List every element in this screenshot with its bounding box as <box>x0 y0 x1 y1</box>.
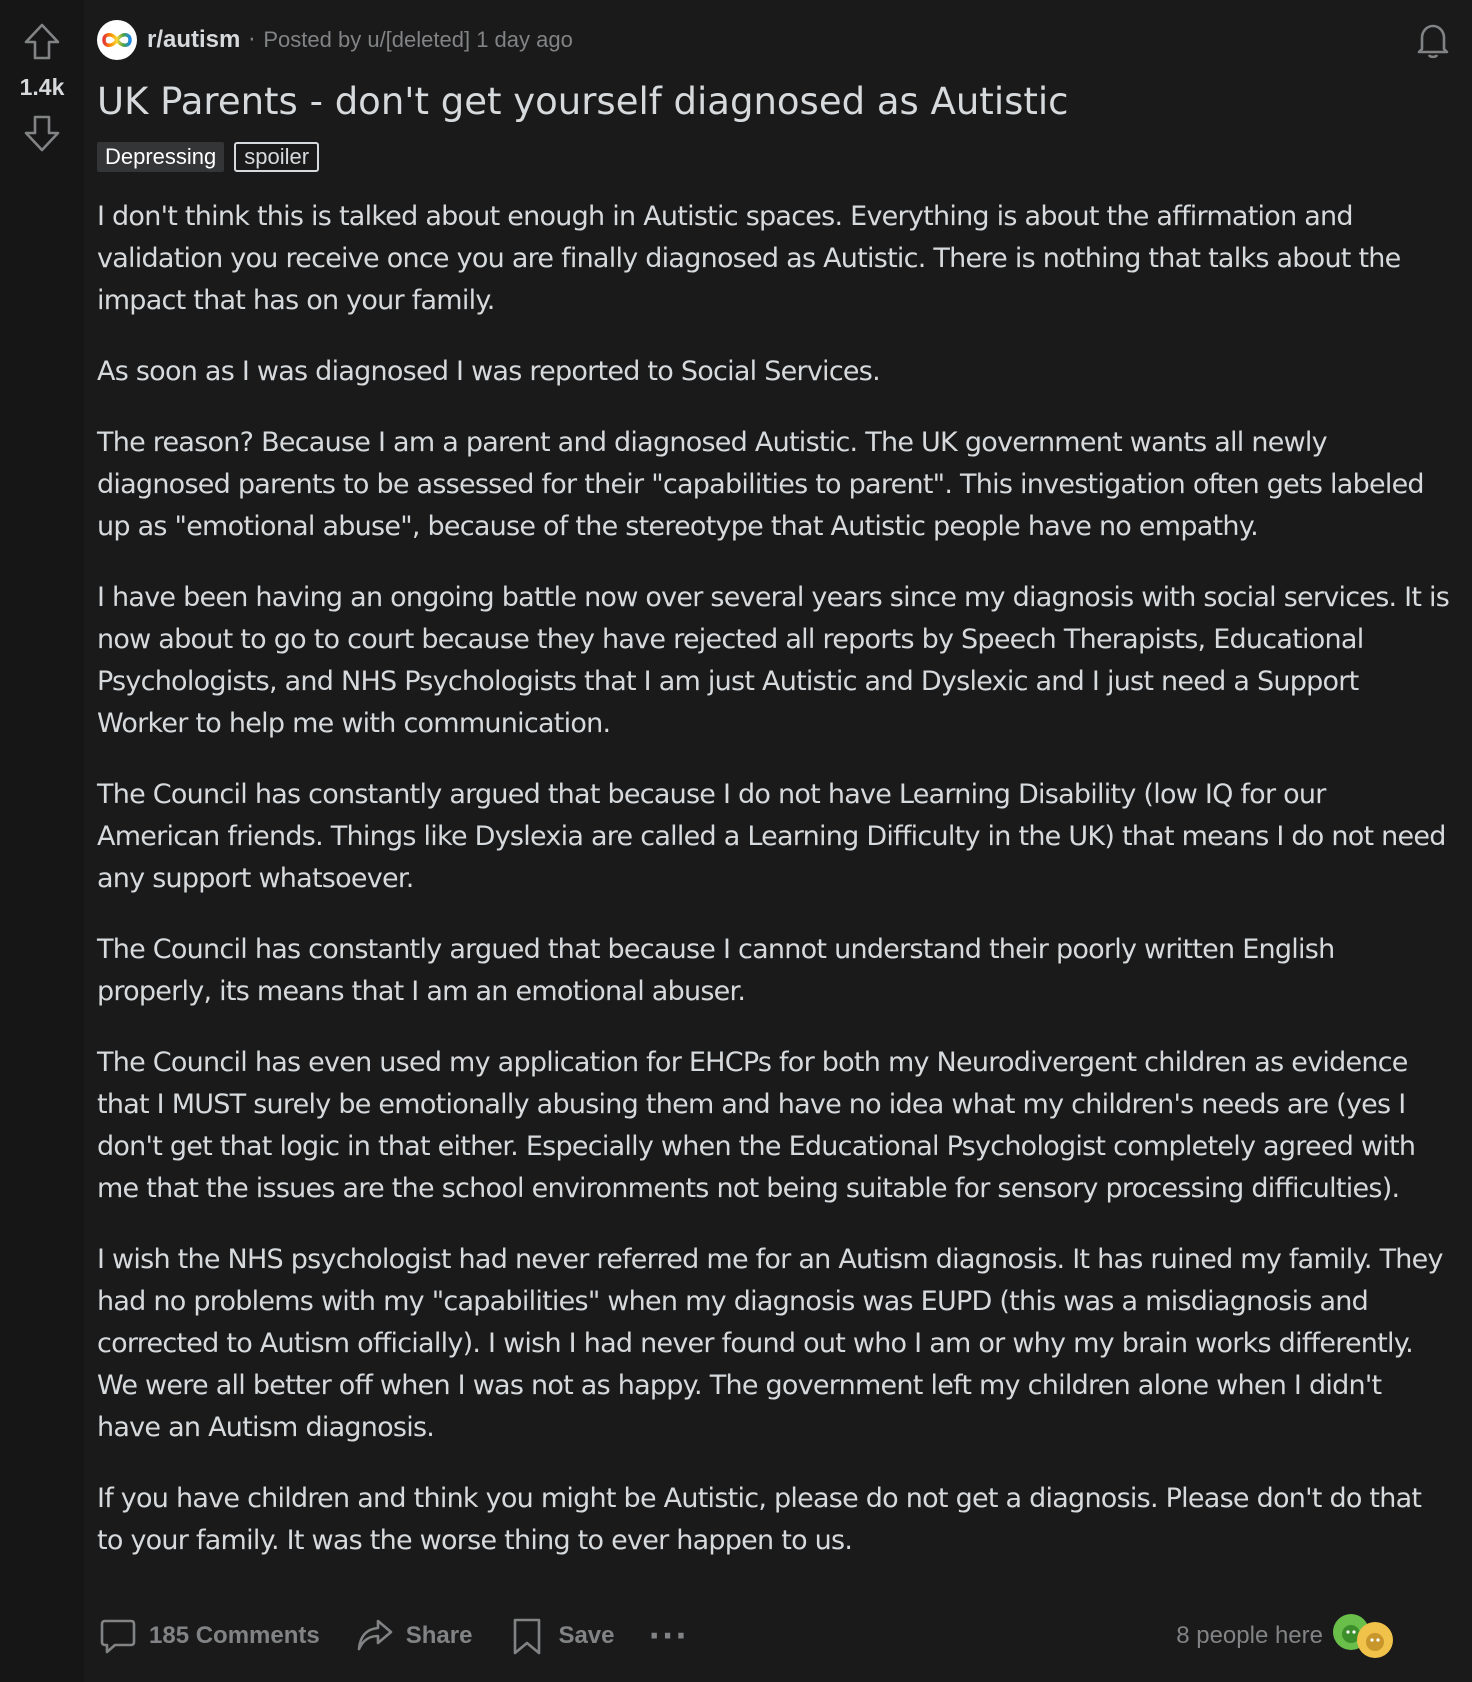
save-button[interactable] <box>506 1615 614 1657</box>
vote-count: 1.4k <box>19 74 65 100</box>
post-title[interactable]: UK Parents - don't get yourself diagnosed as Autistic <box>97 80 1069 123</box>
upvote-button[interactable] <box>20 20 64 64</box>
people-here-text: 8 people here <box>1176 1622 1323 1649</box>
body-paragraph: If you have children and think you might be Autistic, please do not get a diagnosis. Please don't do that to your family. It was the worse thing to ever happen to us. <box>97 1483 1422 1556</box>
subreddit-link[interactable]: r/autism <box>147 26 241 53</box>
body-paragraph: The Council has constantly argued that because I do not have Learning Disability (low IQ for our American friends. Things like Dyslexia are called a Learning Difficulty in the UK) that means I do not need any support whatsoever. <box>97 779 1446 894</box>
flair-row <box>97 142 1447 172</box>
share-label: Share <box>405 1622 473 1649</box>
comments-button[interactable] <box>97 1615 320 1657</box>
body-paragraph: The Council has even used my application for EHCPs for both my Neurodivergent children as evidence that I MUST surely be emotionally abusing them and have no idea what my children's needs are (yes I don't get that logic in that either. Especially when the Educational Psychologist completely agreed with me that the issues are the school environments not being suitable for sensory processing difficulties). <box>97 1047 1416 1204</box>
flair-depressing[interactable]: Depressing <box>97 142 224 172</box>
snoo-avatar-icon <box>1357 1622 1393 1658</box>
share-button[interactable] <box>354 1615 473 1657</box>
notification-bell-button[interactable] <box>1413 20 1453 64</box>
comment-icon <box>97 1615 139 1657</box>
more-options-button[interactable]: ··· <box>648 1618 689 1654</box>
avatar <box>1357 1622 1393 1658</box>
share-icon <box>354 1615 396 1657</box>
post-content <box>97 20 1450 1591</box>
avatar-stack <box>1333 1614 1397 1658</box>
flair-spoiler: spoiler <box>234 142 319 172</box>
body-paragraph: I have been having an ongoing battle now over several years since my diagnosis with social services. It is now about to go to court because they have rejected all reports by Speech Therapists, Educational Psychologists, and NHS Psychologists that I am just Autistic and Dyslexic and I just need a Support Worker to help me with communication. <box>97 582 1450 739</box>
posted-by[interactable]: Posted by u/[deleted] 1 day ago <box>263 27 573 52</box>
meta-separator: · <box>248 27 256 53</box>
body-paragraph: The reason? Because I am a parent and diagnosed Autistic. The UK government wants all newly diagnosed parents to be assessed for their "capabilities to parent". This investigation often gets labeled up as "emotional abuse", because of the stereotype that Autistic people have no empathy. <box>97 427 1424 542</box>
body-paragraph: As soon as I was diagnosed I was reported to Social Services. <box>97 356 880 387</box>
body-paragraph: I don't think this is talked about enough in Autistic spaces. Everything is about the affirmation and validation you receive once you are finally diagnosed as Autistic. There is nothing that talks about the impact that has on your family. <box>97 201 1401 316</box>
bell-icon <box>1413 20 1453 60</box>
bookmark-icon <box>506 1615 548 1657</box>
arrow-up-icon <box>22 22 62 62</box>
body-paragraph: I wish the NHS psychologist had never referred me for an Autism diagnosis. It has ruined my family. They had no problems with my "capabilities" when my diagnosis was EUPD (this was a misdiagnosis and corrected to Autism officially). I wish I had never found out who I am or why my brain works differently. We were all better off when I was not as happy. The government left my children alone when I didn't have an Autism diagnosis. <box>97 1244 1443 1443</box>
arrow-down-icon <box>22 113 62 153</box>
action-bar <box>97 1610 1397 1662</box>
presence-indicator <box>1176 1614 1397 1658</box>
body-paragraph: The Council has constantly argued that because I cannot understand their poorly written English properly, its means that I am an emotional abuser. <box>97 934 1335 1007</box>
vote-column <box>0 0 84 1682</box>
autism-infinity-icon <box>101 30 133 50</box>
save-label: Save <box>558 1622 615 1649</box>
downvote-button[interactable] <box>20 111 64 155</box>
comments-label: 185 Comments <box>149 1622 320 1649</box>
subreddit-avatar[interactable] <box>97 20 137 60</box>
post-body <box>97 196 1452 1562</box>
post-meta <box>97 20 1447 60</box>
